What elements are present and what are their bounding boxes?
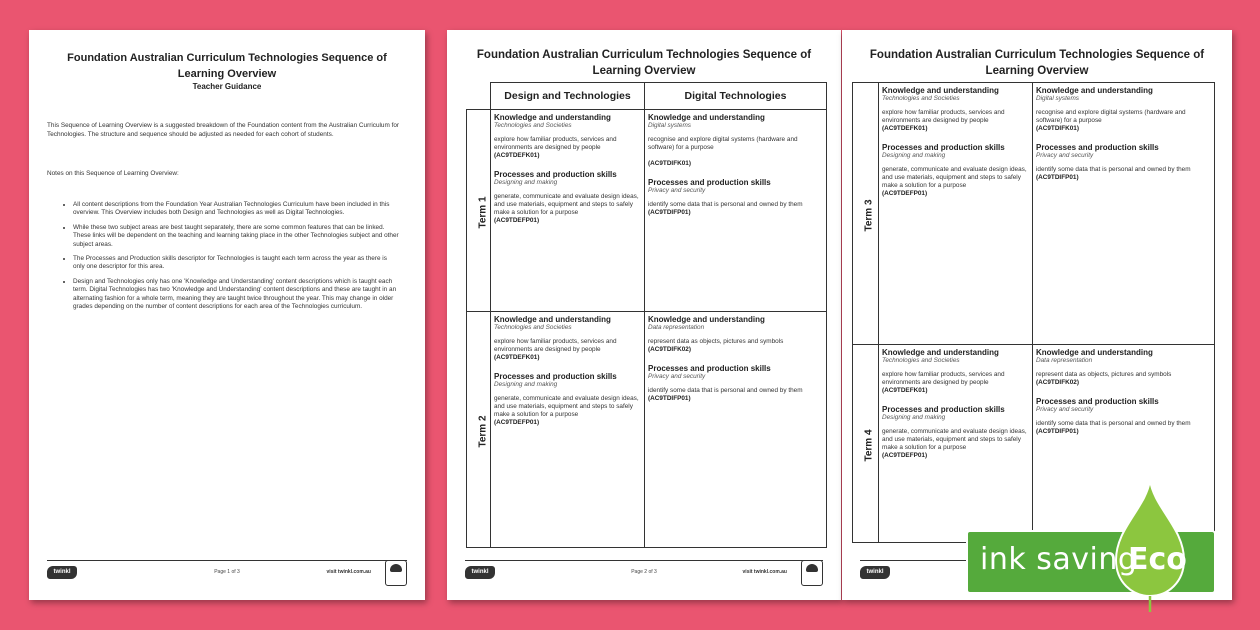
quality-badge-icon	[385, 560, 407, 586]
eco-ink-saving-badge	[966, 530, 1216, 594]
page-title: Foundation Australian Curriculum Technologies Sequence of Learning Overview	[869, 49, 1205, 77]
notes-list	[59, 201, 399, 317]
twinkl-logo: twinkl	[465, 566, 495, 579]
twinkl-logo: twinkl	[860, 566, 890, 579]
term-3-design-cell: Knowledge and understanding Technologies and Societies explore how familiar products, services and environments are designed by people (AC9TDEFK01) Processes and production skills Designing and making generate, communicate and evaluate design ideas, and use materials, equipment and steps to safely make a solution for a purpose (AC9TDEFP01)	[879, 83, 1033, 345]
footer-divider	[47, 560, 407, 561]
page-title: Foundation Australian Curriculum Technologies Sequence of Learning Overview	[67, 52, 387, 80]
term-4-design-cell: Knowledge and understanding Technologies and Societies explore how familiar products, services and environments are designed by people (AC9TDEFK01) Processes and production skills Designing and making generate, communicate and evaluate design ideas, and use materials, equipment and steps to safely make a solution for a purpose (AC9TDEFP01)	[879, 345, 1033, 543]
column-header-design: Design and Technologies	[491, 83, 645, 110]
list-item: • All content descriptions from the Foundation Year Australian Technologies Curriculum have been included in this overview. This Overview includes both Design and Technologies as well as Digital Technologies.	[73, 201, 399, 218]
page-footer	[47, 560, 407, 580]
column-header-digital: Digital Technologies	[645, 83, 827, 110]
page-1	[29, 30, 425, 600]
term-4-label: Term 4	[853, 345, 879, 543]
table-corner	[467, 83, 491, 110]
overview-table	[466, 82, 827, 548]
page-2	[447, 30, 841, 600]
term-1-design-cell: Knowledge and understanding Technologies and Societies explore how familiar products, services and environments are designed by people (AC9TDEFK01) Processes and production skills Designing and making generate, communicate and evaluate design ideas, and use materials, equipment and steps to safely make a solution for a purpose (AC9TDEFP01)	[491, 110, 645, 312]
term-1-label: Term 1	[467, 110, 491, 312]
term-2-design-cell: Knowledge and understanding Technologies and Societies explore how familiar products, services and environments are designed by people (AC9TDEFK01) Processes and production skills Designing and making generate, communicate and evaluate design ideas, and use materials, equipment and steps to safely make a solution for a purpose (AC9TDEFP01)	[491, 312, 645, 548]
twinkl-logo: twinkl	[47, 566, 77, 579]
overview-table	[852, 82, 1215, 543]
term-3-digital-cell: Knowledge and understanding Digital systems recognise and explore digital systems (hardware and software) for a purpose (AC9TDIFK01) Processes and production skills Privacy and security identify some data that is personal and owned by them (AC9TDIFP01)	[1033, 83, 1215, 345]
list-item: • The Processes and Production skills descriptor for Technologies is taught each term across the year as there is only one descriptor for this area.	[73, 255, 399, 272]
term-2-digital-cell: Knowledge and understanding Data representation represent data as objects, pictures and symbols (AC9TDIFK02) Processes and production skills Privacy and security identify some data that is personal and owned by them (AC9TDIFP01)	[645, 312, 827, 548]
term-2-label: Term 2	[467, 312, 491, 548]
page-footer	[465, 560, 823, 580]
notes-heading: Notes on this Sequence of Learning Overview:	[47, 170, 179, 177]
visit-link[interactable]: visit twinkl.com.au	[326, 569, 371, 575]
list-item: • Design and Technologies only has one 'Knowledge and Understanding' content descriptions which is taught each term. Digital Technologies has two 'Knowledge and Understanding' content descriptions and these are taught in an alternating fashion for a whole term, meaning they are taught twice throughout the year. This may change in older grades depending on the number of content descriptions for each area of the Technologies curriculum.	[73, 278, 399, 312]
term-1-digital-cell: Knowledge and understanding Digital systems recognise and explore digital systems (hardware and software) for a purpose (AC9TDIFK01) Processes and production skills Privacy and security identify some data that is personal and owned by them (AC9TDIFP01)	[645, 110, 827, 312]
visit-link[interactable]: visit twinkl.com.au	[742, 569, 787, 575]
term-3-label: Term 3	[853, 83, 879, 345]
ink-saving-label: ink saving	[980, 542, 1138, 577]
eco-label: Eco	[1128, 542, 1187, 577]
page-subtitle: Teacher Guidance	[192, 82, 262, 91]
intro-paragraph: This Sequence of Learning Overview is a suggested breakdown of the Foundation content from the Australian Curriculum for Technologies. The structure and sequence should be adjusted as needed for each cohort of students.	[47, 122, 400, 138]
quality-badge-icon	[801, 560, 823, 586]
page-number: Page 1 of 3	[214, 569, 240, 575]
term-4-digital-cell: Knowledge and understanding Data representation represent data as objects, pictures and symbols (AC9TDIFK02) Processes and production skills Privacy and security identify some data that is personal and owned by them (AC9TDIFP01)	[1033, 345, 1215, 543]
page-number: Page 2 of 3	[631, 569, 657, 575]
list-item: • While these two subject areas are best taught separately, there are some common features that can be linked. These links will be dependent on the teaching and learning taking place in the other Technologies subject and other subject areas.	[73, 224, 399, 249]
footer-divider	[465, 560, 823, 561]
page-title: Foundation Australian Curriculum Technologies Sequence of Learning Overview	[476, 49, 812, 77]
